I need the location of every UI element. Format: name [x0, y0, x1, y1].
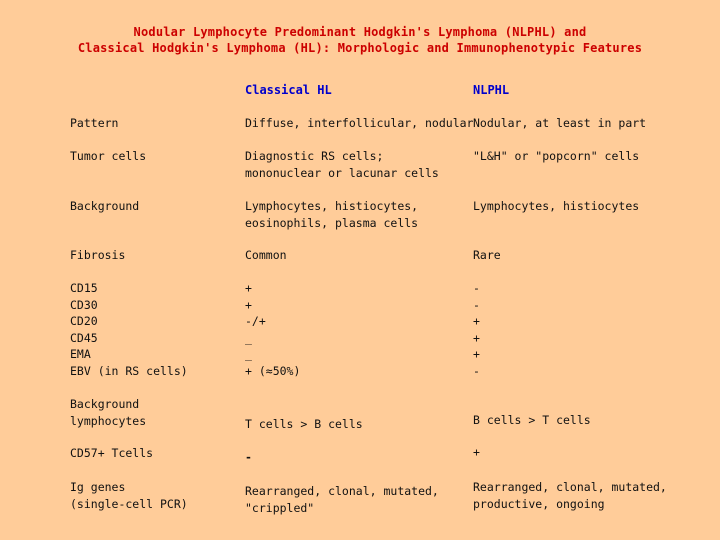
classical-hl-value: "crippled"	[245, 500, 315, 515]
nlphl-value: -	[473, 281, 480, 295]
feature-cell	[70, 198, 139, 215]
nlphl-value: +	[473, 314, 480, 328]
feature-label: CD45	[70, 330, 98, 345]
feature-label: Fibrosis	[70, 248, 126, 262]
nlphl-cell	[473, 479, 667, 512]
classical-hl-value: + (≈50%)	[245, 363, 301, 378]
classical-hl-value: +	[245, 281, 252, 295]
feature-label: Pattern	[70, 116, 119, 130]
classical-hl-cell	[245, 280, 300, 379]
nlphl-value: +	[473, 347, 480, 361]
nlphl-value: -	[473, 363, 480, 378]
feature-cell	[70, 445, 153, 462]
nlphl-value: Rearranged, clonal, mutated,	[473, 480, 667, 494]
feature-label: EBV (in RS cells)	[70, 363, 188, 378]
classical-hl-value: Rearranged, clonal, mutated,	[245, 484, 439, 498]
classical-hl-value: eosinophils, plasma cells	[245, 215, 419, 230]
feature-label: CD15	[70, 281, 98, 295]
nlphl-value: productive, ongoing	[473, 496, 605, 511]
feature-label: Tumor cells	[70, 149, 147, 163]
feature-cell	[70, 479, 188, 512]
feature-label: (single-cell PCR)	[70, 496, 188, 511]
feature-cell	[70, 247, 125, 264]
nlphl-value: -	[473, 297, 480, 312]
classical-hl-value: Common	[245, 248, 287, 262]
nlphl-cell	[473, 444, 480, 461]
nlphl-value: Rare	[473, 248, 501, 262]
classical-hl-cell	[245, 115, 473, 132]
slide-title-line-1: Nodular Lymphocyte Predominant Hodgkin's Lymphoma (NLPHL) and	[133, 25, 587, 39]
classical-hl-value: _	[245, 347, 252, 361]
nlphl-value: +	[473, 330, 480, 345]
classical-hl-cell	[245, 483, 439, 516]
feature-label: EMA	[70, 347, 91, 361]
classical-hl-cell	[245, 416, 363, 433]
classical-hl-cell	[245, 247, 287, 264]
feature-label: Background	[70, 397, 140, 411]
feature-label: CD20	[70, 314, 98, 328]
feature-label: lymphocytes	[70, 413, 147, 428]
classical-hl-value: Diagnostic RS cells;	[245, 149, 384, 163]
column-header-nlphl: NLPHL	[473, 83, 510, 97]
nlphl-cell	[473, 198, 639, 215]
classical-hl-cell	[245, 449, 252, 466]
classical-hl-value: _	[245, 330, 252, 345]
feature-label: CD30	[70, 297, 98, 312]
classical-hl-value: -	[245, 450, 252, 464]
nlphl-cell	[473, 247, 501, 264]
classical-hl-value: T cells > B cells	[245, 417, 363, 431]
classical-hl-value: -/+	[245, 314, 266, 328]
feature-label: CD57+ Tcells	[70, 446, 154, 460]
nlphl-value: +	[473, 445, 480, 459]
nlphl-cell	[473, 148, 639, 165]
slide-title-line-2: Classical Hodgkin's Lymphoma (HL): Morphologic and Immunophenotypic Features	[77, 41, 643, 55]
nlphl-value: B cells > T cells	[473, 413, 591, 427]
classical-hl-value: Diffuse, interfollicular, nodular	[245, 116, 474, 130]
feature-cell	[70, 148, 146, 165]
feature-cell	[70, 115, 118, 132]
feature-cell	[70, 396, 146, 429]
classical-hl-cell	[245, 198, 418, 231]
classical-hl-value: mononuclear or lacunar cells	[245, 165, 439, 180]
nlphl-value: Lymphocytes, histiocytes	[473, 199, 640, 213]
column-header-classical-hl: Classical HL	[245, 83, 332, 97]
classical-hl-value: Lymphocytes, histiocytes,	[245, 199, 419, 213]
classical-hl-value: +	[245, 297, 252, 312]
nlphl-cell	[473, 115, 646, 132]
feature-label: Ig genes	[70, 480, 126, 494]
nlphl-value: Nodular, at least in part	[473, 116, 647, 130]
nlphl-cell	[473, 280, 480, 379]
classical-hl-cell	[245, 148, 439, 181]
nlphl-value: "L&H" or "popcorn" cells	[473, 149, 640, 163]
feature-cell	[70, 280, 188, 379]
nlphl-cell	[473, 412, 591, 429]
feature-label: Background	[70, 199, 140, 213]
